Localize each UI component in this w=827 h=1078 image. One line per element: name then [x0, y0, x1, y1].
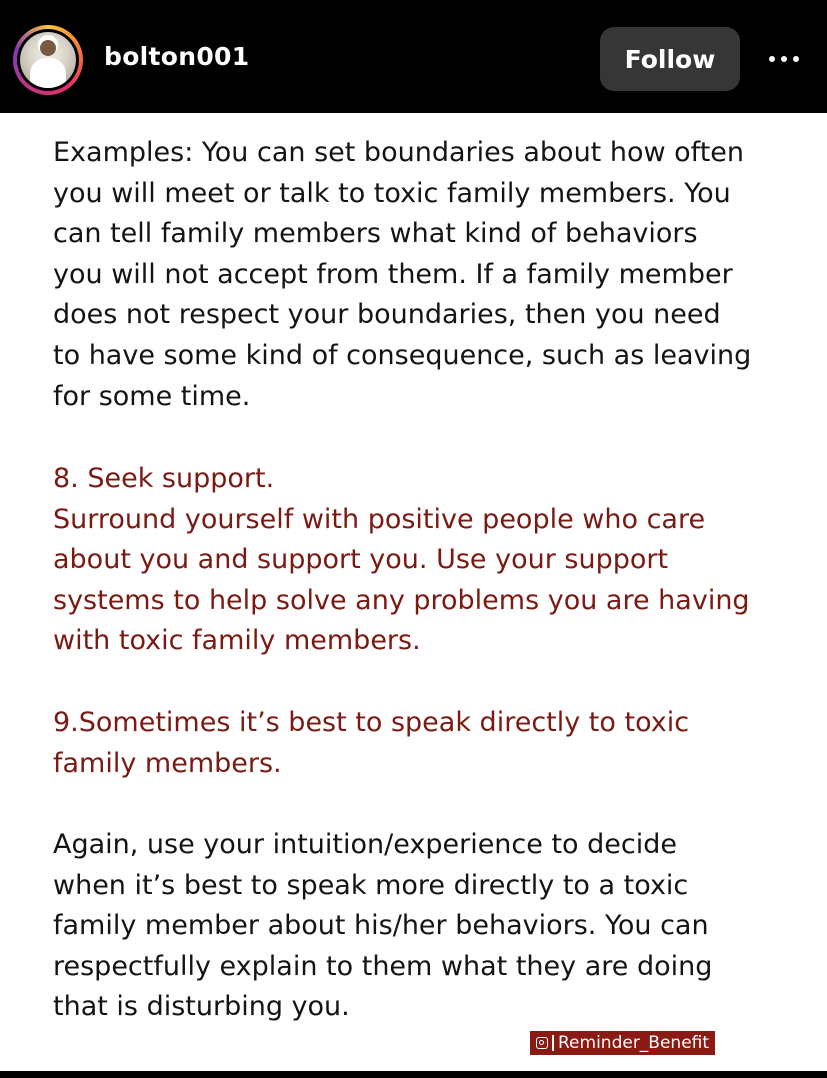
post-header [0, 0, 827, 113]
more-horizontal-icon [769, 56, 799, 62]
avatar-figure [30, 58, 66, 88]
seek-support-paragraph: 8. Seek support. Surround yourself with positive people who care about you and support you. Use your support systems to help solve any problems you are having with toxic family members. [53, 463, 750, 657]
instagram-icon [536, 1037, 548, 1049]
examples-paragraph: Examples: You can set boundaries about how often you will meet or talk to toxic family members. You can tell family members what kind of behaviors you will not accept from them. If a family member does not respect your boundaries, then you need to have some kind of consequence, such as leaving for some time. [53, 137, 752, 412]
more-options-button[interactable] [762, 44, 806, 74]
watermark-badge [530, 1031, 715, 1055]
post-image[interactable] [0, 113, 827, 1071]
avatar[interactable] [20, 32, 76, 88]
intuition-paragraph: Again, use your intuition/experience to decide when it’s best to speak more directly to a toxic family member about his/her behaviors. You can respectfully explain to them what they are doing that is disturbing you. [53, 829, 713, 1023]
story-ring[interactable] [13, 25, 83, 95]
follow-button[interactable]: Follow [600, 27, 740, 91]
divider [552, 1035, 554, 1051]
watermark-label: Reminder_Benefit [558, 1033, 710, 1053]
speak-directly-heading: 9.Sometimes it’s best to speak directly to toxic family members. [53, 707, 690, 779]
username[interactable]: bolton001 [104, 42, 250, 71]
avatar-head [40, 40, 56, 56]
avatar-frame [17, 29, 79, 91]
